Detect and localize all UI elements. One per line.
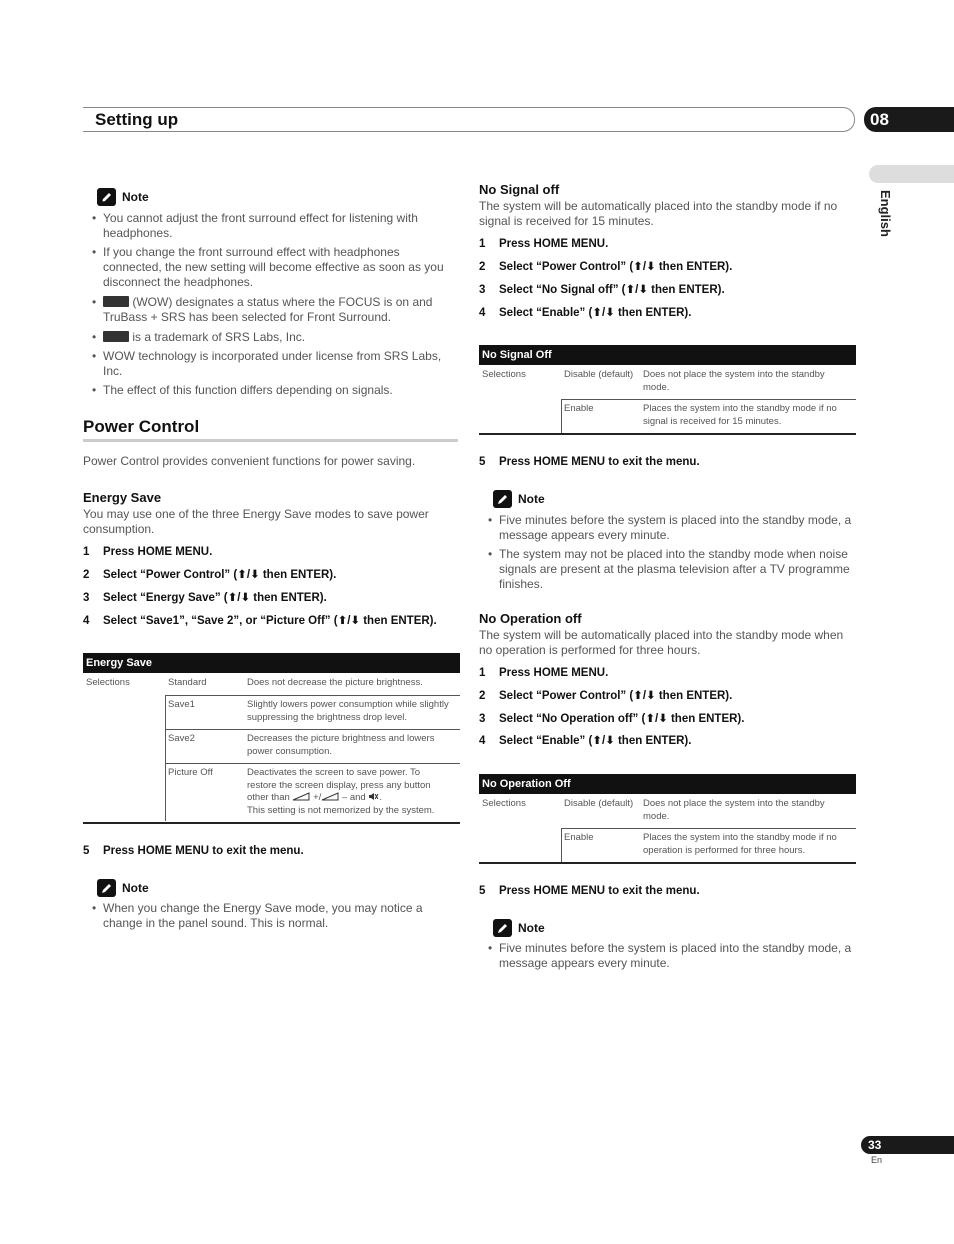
step-number: 5 xyxy=(479,456,486,468)
step xyxy=(479,666,854,680)
step xyxy=(479,237,854,251)
note-pencil-icon xyxy=(493,919,512,937)
table-cell-option: Save2 xyxy=(168,733,195,744)
energy-save-heading: Energy Save xyxy=(83,490,162,505)
step-text: Select “Power Control” (⬆/⬇ then ENTER). xyxy=(499,261,733,273)
no-signal-desc: The system will be automatically placed into the standby mode if no signal is received for 15 minutes. xyxy=(479,199,838,228)
table-row-divider xyxy=(165,695,460,696)
heading-rule xyxy=(83,439,458,442)
note-label: Note xyxy=(518,491,545,506)
step-number: 2 xyxy=(479,261,486,273)
table-cell-desc: Places the system into the standby mode if no signal is received for 15 minutes. xyxy=(643,403,837,427)
no-signal-table xyxy=(479,345,856,436)
mute-icon xyxy=(368,792,379,801)
list-item xyxy=(83,330,458,345)
no-signal-heading: No Signal off xyxy=(479,182,560,197)
header-bar xyxy=(83,107,855,132)
step-text: Select “Power Control” (⬆/⬇ then ENTER). xyxy=(103,569,337,581)
note-pencil-icon xyxy=(97,188,116,206)
note-label: Note xyxy=(122,189,149,204)
section-title: Setting up xyxy=(95,110,179,129)
language-label: English xyxy=(878,190,893,237)
step-text: Select “Enable” (⬆/⬇ then ENTER). xyxy=(499,735,692,747)
step xyxy=(83,545,463,559)
step xyxy=(479,283,854,297)
table-header: No Signal Off xyxy=(479,345,856,365)
step xyxy=(479,260,854,274)
table-col-divider xyxy=(561,828,562,862)
note-heading xyxy=(493,919,545,937)
step-text: Select “Save1”, “Save 2”, or “Picture Off” (⬆/⬇ then ENTER). xyxy=(103,615,437,627)
step-text: Select “Energy Save” (⬆/⬇ then ENTER). xyxy=(103,592,327,604)
step-text: Press HOME MENU to exit the menu. xyxy=(499,456,700,468)
list-item: • The system may not be placed into the standby mode when noise signals are present at the plasma television after a TV programme finishes. xyxy=(479,547,855,592)
table-cell-option: Enable xyxy=(564,403,594,414)
desc-text: Deactivates the screen to save power. To restore the screen display, press any button other than xyxy=(247,767,431,803)
volume-down-icon xyxy=(321,792,339,801)
step xyxy=(83,844,463,858)
step xyxy=(479,712,854,726)
table-cell-option: Picture Off xyxy=(168,767,213,778)
table-bottom-rule xyxy=(479,862,856,864)
table-col-divider xyxy=(165,695,166,821)
table-row-divider xyxy=(561,828,856,829)
note-list xyxy=(83,901,460,931)
step-text: Select “Enable” (⬆/⬇ then ENTER). xyxy=(499,307,692,319)
step-text: Press HOME MENU to exit the menu. xyxy=(499,885,700,897)
step-number: 5 xyxy=(479,885,486,897)
page-lang-code: En xyxy=(871,1155,883,1165)
power-control-intro: Power Control provides convenient functions for power saving. xyxy=(83,454,416,468)
page-number: 33 xyxy=(861,1136,954,1154)
no-operation-heading: No Operation off xyxy=(479,611,582,626)
step xyxy=(83,614,463,628)
table-header: Energy Save xyxy=(83,653,460,673)
list-item: • Five minutes before the system is placed into the standby mode, a message appears every minute. xyxy=(479,941,855,971)
step xyxy=(83,568,463,582)
table-cell-desc: Places the system into the standby mode if no operation is performed for three hours. xyxy=(643,832,837,856)
table-cell-desc: Does not place the system into the standby mode. xyxy=(643,369,825,393)
table-bottom-rule xyxy=(479,433,856,435)
step-text: Select “Power Control” (⬆/⬇ then ENTER). xyxy=(499,690,733,702)
energy-save-table xyxy=(83,653,460,825)
table-bottom-rule xyxy=(83,822,460,824)
note-label: Note xyxy=(518,920,545,935)
table-header: No Operation Off xyxy=(479,774,856,794)
list-item: • Five minutes before the system is placed into the standby mode, a message appears every minute. xyxy=(479,513,855,543)
step-number: 3 xyxy=(479,284,486,296)
step xyxy=(479,734,854,748)
note-heading xyxy=(97,188,149,206)
list-item-text: (WOW) designates a status where the FOCUS is on and TruBass + SRS has been selected for Front Surround. xyxy=(103,295,433,324)
note-list xyxy=(83,211,458,398)
step-number: 3 xyxy=(83,592,90,604)
step xyxy=(479,455,854,469)
table-row-divider xyxy=(165,763,460,764)
step-number: 1 xyxy=(83,546,90,558)
step-text: Press HOME MENU. xyxy=(499,667,609,679)
table-col-label: Selections xyxy=(86,677,130,688)
table-cell-desc: Slightly lowers power consumption while slightly suppressing the brightness drop level. xyxy=(247,699,449,723)
table-cell-option: Save1 xyxy=(168,699,195,710)
note-heading xyxy=(493,490,545,508)
no-operation-desc: The system will be automatically placed into the standby mode when no operation is performed for three hours. xyxy=(479,628,844,657)
list-item: • If you change the front surround effect with headphones connected, the new setting will become effective as soon as you disconnect the headphones. xyxy=(83,245,458,290)
list-item: • The effect of this function differs depending on signals. xyxy=(83,383,458,398)
note-heading xyxy=(97,879,149,897)
table-col-label: Selections xyxy=(482,798,526,809)
step xyxy=(479,306,854,320)
desc-text: +/ xyxy=(313,792,322,803)
step-text: Press HOME MENU. xyxy=(499,238,609,250)
chapter-number: 08 xyxy=(864,107,954,132)
step-text: Press HOME MENU. xyxy=(103,546,213,558)
step-number: 4 xyxy=(479,735,486,747)
table-cell-option: Disable (default) xyxy=(564,798,634,809)
table-col-divider xyxy=(561,399,562,433)
step-number: 4 xyxy=(479,307,486,319)
list-item xyxy=(83,295,458,325)
step xyxy=(83,591,463,605)
energy-save-desc: You may use one of the three Energy Save modes to save power consumption. xyxy=(83,507,429,536)
table-cell-desc: Decreases the picture brightness and lowers power consumption. xyxy=(247,733,435,757)
table-cell-desc: Does not place the system into the standby mode. xyxy=(643,798,825,822)
volume-up-icon xyxy=(292,792,310,801)
desc-text: This setting is not memorized by the system. xyxy=(247,804,435,816)
note-list xyxy=(479,941,855,971)
table-cell-desc: Does not decrease the picture brightness. xyxy=(247,677,423,688)
desc-text: – and xyxy=(341,792,366,803)
step xyxy=(479,689,854,703)
language-tab xyxy=(869,165,954,183)
power-control-heading: Power Control xyxy=(83,417,200,436)
table-row-divider xyxy=(165,729,460,730)
list-item: • WOW technology is incorporated under license from SRS Labs, Inc. xyxy=(83,349,458,379)
table-col-label: Selections xyxy=(482,369,526,380)
step-number: 2 xyxy=(479,690,486,702)
table-cell-option: Disable (default) xyxy=(564,369,634,380)
step-number: 3 xyxy=(479,713,486,725)
table-row-divider xyxy=(561,399,856,400)
table-cell-option: Enable xyxy=(564,832,594,843)
table-cell-option: Standard xyxy=(168,677,207,688)
list-item: • When you change the Energy Save mode, you may notice a change in the panel sound. This is normal. xyxy=(83,901,460,931)
note-pencil-icon xyxy=(493,490,512,508)
table-cell-desc: Deactivates the screen to save power. To restore the screen display, press any button other than +/ – and . This setting is not memorized by the system. xyxy=(247,767,435,816)
step-text: Select “No Operation off” (⬆/⬇ then ENTER). xyxy=(499,713,745,725)
step-number: 4 xyxy=(83,615,90,627)
step-text: Press HOME MENU to exit the menu. xyxy=(103,845,304,857)
note-label: Note xyxy=(122,880,149,895)
srs-logo-icon xyxy=(103,296,129,307)
step-number: 2 xyxy=(83,569,90,581)
step-number: 1 xyxy=(479,667,486,679)
no-operation-table xyxy=(479,774,856,865)
step xyxy=(479,884,854,898)
list-item-text: is a trademark of SRS Labs, Inc. xyxy=(132,330,306,344)
step-number: 5 xyxy=(83,845,90,857)
step-number: 1 xyxy=(479,238,486,250)
srs-logo-icon xyxy=(103,331,129,342)
note-list xyxy=(479,513,855,592)
step-text: Select “No Signal off” (⬆/⬇ then ENTER). xyxy=(499,284,725,296)
note-pencil-icon xyxy=(97,879,116,897)
list-item: • You cannot adjust the front surround effect for listening with headphones. xyxy=(83,211,458,241)
